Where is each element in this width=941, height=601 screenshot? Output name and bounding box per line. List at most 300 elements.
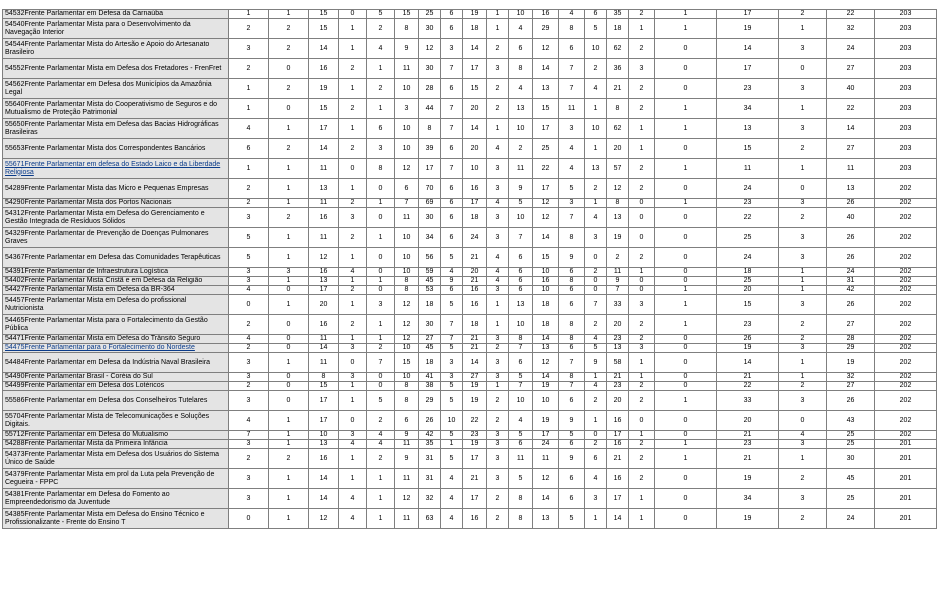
- count-cell: 62: [607, 119, 629, 139]
- total-cell: 202: [875, 286, 937, 295]
- count-cell: 20: [309, 295, 339, 315]
- frente-name-cell: [3, 373, 229, 382]
- count-cell: 4: [585, 79, 607, 99]
- count-cell: 8: [559, 19, 585, 39]
- count-cell: 13: [607, 344, 629, 353]
- total-cell: 203: [875, 19, 937, 39]
- table-row: [3, 449, 937, 469]
- count-cell: 3: [779, 344, 827, 353]
- count-cell: 12: [309, 509, 339, 529]
- total-cell: 202: [875, 228, 937, 248]
- count-cell: 0: [655, 208, 717, 228]
- frente-name-cell: [3, 391, 229, 411]
- count-cell: 18: [463, 19, 487, 39]
- count-cell: 1: [339, 277, 367, 286]
- count-cell: 13: [533, 509, 559, 529]
- total-cell: 203: [875, 139, 937, 159]
- count-cell: 0: [367, 373, 395, 382]
- total-cell: 202: [875, 277, 937, 286]
- count-cell: 40: [827, 208, 875, 228]
- count-cell: 12: [533, 39, 559, 59]
- count-cell: 0: [655, 39, 717, 59]
- count-cell: 0: [585, 248, 607, 268]
- count-cell: 3: [629, 59, 655, 79]
- count-cell: 4: [559, 10, 585, 19]
- count-cell: 26: [827, 295, 875, 315]
- count-cell: 42: [827, 286, 875, 295]
- count-cell: 5: [559, 509, 585, 529]
- count-cell: 5: [229, 248, 269, 268]
- count-cell: 26: [827, 228, 875, 248]
- count-cell: 13: [309, 440, 339, 449]
- table-row: [3, 391, 937, 411]
- count-cell: 16: [607, 411, 629, 431]
- count-cell: 0: [629, 277, 655, 286]
- count-cell: 10: [509, 391, 533, 411]
- count-cell: 0: [655, 353, 717, 373]
- frente-name-cell: [3, 295, 229, 315]
- table-row: [3, 248, 937, 268]
- count-cell: 30: [419, 59, 441, 79]
- count-cell: 6: [559, 295, 585, 315]
- frente-name: 54532Frente Parlamentar em Defesa da Carnaúba: [5, 10, 163, 17]
- count-cell: 17: [463, 449, 487, 469]
- count-cell: 1: [585, 199, 607, 208]
- frente-name-cell: [3, 489, 229, 509]
- count-cell: 6: [559, 489, 585, 509]
- count-cell: 17: [309, 119, 339, 139]
- count-cell: 25: [827, 431, 875, 440]
- count-cell: 2: [367, 19, 395, 39]
- count-cell: 22: [717, 382, 779, 391]
- total-cell: 202: [875, 344, 937, 353]
- count-cell: 4: [779, 431, 827, 440]
- count-cell: 2: [585, 268, 607, 277]
- count-cell: 10: [509, 119, 533, 139]
- count-cell: 18: [463, 315, 487, 335]
- count-cell: 3: [779, 79, 827, 99]
- count-cell: 4: [487, 139, 509, 159]
- count-cell: 17: [607, 431, 629, 440]
- table-row: [3, 411, 937, 431]
- total-cell: 202: [875, 391, 937, 411]
- count-cell: 0: [229, 509, 269, 529]
- count-cell: 11: [827, 159, 875, 179]
- count-cell: 62: [607, 39, 629, 59]
- count-cell: 1: [629, 119, 655, 139]
- frente-name[interactable]: 54475Frente Parlamentar para o Fortalecimento do Nordeste: [5, 344, 195, 351]
- count-cell: 36: [607, 59, 629, 79]
- count-cell: 2: [629, 382, 655, 391]
- count-cell: 1: [487, 295, 509, 315]
- count-cell: 25: [717, 228, 779, 248]
- frente-name-cell[interactable]: [3, 159, 229, 179]
- table-row: [3, 286, 937, 295]
- count-cell: 25: [717, 277, 779, 286]
- count-cell: 1: [655, 286, 717, 295]
- count-cell: 7: [441, 335, 463, 344]
- count-cell: 13: [533, 79, 559, 99]
- count-cell: 1: [269, 119, 309, 139]
- count-cell: 32: [827, 373, 875, 382]
- count-cell: 31: [827, 277, 875, 286]
- count-cell: 14: [607, 509, 629, 529]
- count-cell: 1: [367, 228, 395, 248]
- count-cell: 2: [487, 489, 509, 509]
- count-cell: 5: [441, 248, 463, 268]
- frente-name: 54381Frente Parlamentar em Defesa do Fomento ao Empreendedorismo da Juventude: [5, 490, 170, 506]
- count-cell: 8: [309, 373, 339, 382]
- count-cell: 2: [487, 99, 509, 119]
- count-cell: 14: [533, 228, 559, 248]
- count-cell: 2: [629, 39, 655, 59]
- count-cell: 15: [309, 19, 339, 39]
- count-cell: 3: [779, 391, 827, 411]
- count-cell: 14: [533, 373, 559, 382]
- frente-name: 54465Frente Parlamentar Mista para o Fortalecimento da Gestão Pública: [5, 316, 208, 332]
- count-cell: 12: [607, 179, 629, 199]
- count-cell: 7: [559, 353, 585, 373]
- count-cell: 12: [533, 469, 559, 489]
- count-cell: 3: [487, 469, 509, 489]
- count-cell: 2: [487, 344, 509, 353]
- count-cell: 20: [717, 286, 779, 295]
- frente-name: 54457Frente Parlamentar Mista em Defesa do profissional Nutricionista: [5, 296, 187, 312]
- count-cell: 10: [585, 119, 607, 139]
- count-cell: 18: [419, 295, 441, 315]
- count-cell: 6: [559, 268, 585, 277]
- count-cell: 3: [229, 39, 269, 59]
- count-cell: 8: [509, 59, 533, 79]
- count-cell: 0: [269, 344, 309, 353]
- total-cell: 203: [875, 10, 937, 19]
- count-cell: 8: [419, 119, 441, 139]
- count-cell: 2: [585, 315, 607, 335]
- total-cell: 203: [875, 39, 937, 59]
- count-cell: 1: [367, 99, 395, 119]
- count-cell: 13: [607, 208, 629, 228]
- count-cell: 6: [441, 19, 463, 39]
- count-cell: 5: [441, 382, 463, 391]
- count-cell: 1: [339, 382, 367, 391]
- count-cell: 1: [779, 353, 827, 373]
- count-cell: 2: [629, 335, 655, 344]
- frente-name: 54373Frente Parlamentar Mista em Defesa dos Usuários do Sistema Único de Saúde: [5, 450, 219, 466]
- count-cell: 4: [509, 411, 533, 431]
- count-cell: 0: [629, 199, 655, 208]
- frente-name-cell: [3, 248, 229, 268]
- count-cell: 1: [339, 248, 367, 268]
- frente-name: 54499Frente Parlamentar em Defesa dos Lotéricos: [5, 382, 165, 389]
- count-cell: 70: [419, 179, 441, 199]
- count-cell: 21: [463, 277, 487, 286]
- frente-name: 54427Frente Parlamentar Mista em Defesa da BR-364: [5, 286, 175, 293]
- count-cell: 3: [229, 391, 269, 411]
- count-cell: 38: [419, 382, 441, 391]
- count-cell: 14: [463, 39, 487, 59]
- frente-name-cell: [3, 19, 229, 39]
- count-cell: 29: [533, 19, 559, 39]
- count-cell: 1: [269, 10, 309, 19]
- count-cell: 9: [395, 39, 419, 59]
- total-cell: 202: [875, 295, 937, 315]
- total-cell: 201: [875, 509, 937, 529]
- count-cell: 1: [269, 277, 309, 286]
- count-cell: 2: [585, 179, 607, 199]
- count-cell: 33: [717, 391, 779, 411]
- count-cell: 3: [487, 431, 509, 440]
- count-cell: 44: [419, 99, 441, 119]
- count-cell: 6: [509, 268, 533, 277]
- count-cell: 26: [827, 199, 875, 208]
- table-row: [3, 99, 937, 119]
- count-cell: 0: [655, 268, 717, 277]
- count-cell: 1: [367, 59, 395, 79]
- count-cell: 1: [655, 440, 717, 449]
- count-cell: 9: [585, 353, 607, 373]
- count-cell: 7: [367, 353, 395, 373]
- count-cell: 13: [717, 119, 779, 139]
- count-cell: 14: [309, 39, 339, 59]
- count-cell: 8: [367, 159, 395, 179]
- count-cell: 10: [309, 431, 339, 440]
- count-cell: 21: [463, 248, 487, 268]
- count-cell: 2: [229, 344, 269, 353]
- frente-name-cell: [3, 335, 229, 344]
- count-cell: 6: [509, 353, 533, 373]
- count-cell: 10: [585, 39, 607, 59]
- frente-name-cell: [3, 449, 229, 469]
- frente-name-cell: [3, 431, 229, 440]
- count-cell: 3: [269, 268, 309, 277]
- count-cell: 0: [655, 228, 717, 248]
- count-cell: 5: [509, 373, 533, 382]
- frente-name: 54379Frente Parlamentar Mista em prol da Luta pela Prevenção de Cegueira - FPPC: [5, 470, 215, 486]
- total-cell: 202: [875, 268, 937, 277]
- count-cell: 7: [585, 295, 607, 315]
- count-cell: 6: [509, 286, 533, 295]
- count-cell: 4: [339, 440, 367, 449]
- count-cell: 16: [463, 286, 487, 295]
- count-cell: 5: [559, 431, 585, 440]
- count-cell: 6: [559, 39, 585, 59]
- frente-name-cell: [3, 79, 229, 99]
- count-cell: 27: [827, 315, 875, 335]
- count-cell: 23: [607, 335, 629, 344]
- count-cell: 4: [229, 286, 269, 295]
- count-cell: 1: [339, 19, 367, 39]
- count-cell: 1: [269, 159, 309, 179]
- count-cell: 16: [309, 315, 339, 335]
- count-cell: 5: [229, 228, 269, 248]
- count-cell: 4: [229, 411, 269, 431]
- count-cell: 0: [629, 411, 655, 431]
- table-row: [3, 382, 937, 391]
- total-cell: 201: [875, 489, 937, 509]
- total-cell: 202: [875, 315, 937, 335]
- count-cell: 10: [509, 10, 533, 19]
- count-cell: 24: [717, 248, 779, 268]
- count-cell: 4: [441, 509, 463, 529]
- count-cell: 27: [827, 139, 875, 159]
- count-cell: 8: [395, 391, 419, 411]
- count-cell: 1: [655, 19, 717, 39]
- count-cell: 21: [717, 449, 779, 469]
- count-cell: 16: [607, 440, 629, 449]
- count-cell: 1: [269, 431, 309, 440]
- count-cell: 42: [419, 431, 441, 440]
- count-cell: 2: [269, 19, 309, 39]
- total-cell: 203: [875, 99, 937, 119]
- frente-name-cell: [3, 59, 229, 79]
- frente-name-cell[interactable]: [3, 344, 229, 353]
- count-cell: 8: [395, 382, 419, 391]
- count-cell: 4: [339, 509, 367, 529]
- count-cell: 13: [509, 295, 533, 315]
- count-cell: 0: [269, 335, 309, 344]
- count-cell: 1: [229, 10, 269, 19]
- count-cell: 9: [607, 277, 629, 286]
- count-cell: 13: [533, 344, 559, 353]
- count-cell: 19: [717, 469, 779, 489]
- count-cell: 23: [717, 199, 779, 208]
- count-cell: 6: [441, 286, 463, 295]
- count-cell: 14: [309, 489, 339, 509]
- count-cell: 13: [827, 179, 875, 199]
- table-row: [3, 440, 937, 449]
- table-row: [3, 344, 937, 353]
- count-cell: 30: [419, 19, 441, 39]
- count-cell: 0: [629, 208, 655, 228]
- count-cell: 4: [585, 469, 607, 489]
- frente-name: 54490Frente Parlamentar Brasil - Coréia do Sul: [5, 373, 153, 380]
- count-cell: 1: [655, 99, 717, 119]
- count-cell: 0: [229, 295, 269, 315]
- count-cell: 24: [533, 440, 559, 449]
- count-cell: 21: [607, 449, 629, 469]
- count-cell: 1: [779, 159, 827, 179]
- count-cell: 5: [585, 19, 607, 39]
- count-cell: 3: [487, 286, 509, 295]
- total-cell: 202: [875, 431, 937, 440]
- count-cell: 23: [607, 382, 629, 391]
- count-cell: 6: [441, 228, 463, 248]
- count-cell: 1: [339, 391, 367, 411]
- count-cell: 1: [441, 440, 463, 449]
- total-cell: 201: [875, 449, 937, 469]
- count-cell: 17: [309, 286, 339, 295]
- count-cell: 9: [559, 449, 585, 469]
- count-cell: 16: [309, 208, 339, 228]
- frente-name-cell: [3, 440, 229, 449]
- count-cell: 1: [487, 119, 509, 139]
- count-cell: 0: [779, 179, 827, 199]
- count-cell: 2: [629, 469, 655, 489]
- count-cell: 0: [655, 139, 717, 159]
- count-cell: 15: [533, 99, 559, 119]
- frente-name: 54312Frente Parlamentar Mista em Defesa do Gerenciamento e Gestão Integrada de Resíduos Sólidos: [5, 209, 205, 225]
- count-cell: 22: [827, 99, 875, 119]
- count-cell: 0: [779, 59, 827, 79]
- count-cell: 16: [533, 277, 559, 286]
- count-cell: 1: [367, 315, 395, 335]
- count-cell: 26: [717, 335, 779, 344]
- count-cell: 8: [559, 315, 585, 335]
- frente-name: 55586Frente Parlamentar em Defesa dos Conselheiros Tutelares: [5, 396, 208, 404]
- table-row: [3, 179, 937, 199]
- count-cell: 1: [779, 449, 827, 469]
- count-cell: 3: [229, 208, 269, 228]
- count-cell: 2: [487, 79, 509, 99]
- count-cell: 12: [533, 353, 559, 373]
- count-cell: 4: [559, 139, 585, 159]
- count-cell: 20: [607, 139, 629, 159]
- count-cell: 2: [487, 411, 509, 431]
- frente-name-cell: [3, 99, 229, 119]
- count-cell: 3: [779, 440, 827, 449]
- count-cell: 11: [533, 449, 559, 469]
- table-row: [3, 431, 937, 440]
- count-cell: 4: [367, 440, 395, 449]
- count-cell: 11: [395, 509, 419, 529]
- count-cell: 22: [533, 159, 559, 179]
- count-cell: 1: [629, 353, 655, 373]
- count-cell: 8: [559, 277, 585, 286]
- count-cell: 18: [533, 295, 559, 315]
- count-cell: 17: [463, 489, 487, 509]
- count-cell: 1: [367, 199, 395, 208]
- count-cell: 2: [487, 509, 509, 529]
- count-cell: 4: [487, 199, 509, 208]
- count-cell: 0: [269, 315, 309, 335]
- table-row: [3, 139, 937, 159]
- count-cell: 27: [827, 59, 875, 79]
- count-cell: 7: [441, 315, 463, 335]
- frente-name: 54290Frente Parlamentar Mista dos Portos Nacionais: [5, 199, 172, 206]
- count-cell: 4: [585, 208, 607, 228]
- count-cell: 21: [717, 431, 779, 440]
- count-cell: 32: [827, 19, 875, 39]
- count-cell: 1: [367, 469, 395, 489]
- count-cell: 7: [395, 199, 419, 208]
- count-cell: 23: [717, 315, 779, 335]
- count-cell: 24: [827, 39, 875, 59]
- count-cell: 1: [269, 353, 309, 373]
- frente-name[interactable]: 55671Frente Parlamentar em defesa do Estado Laico e da Liberdade Religiosa: [5, 160, 221, 176]
- count-cell: 0: [339, 411, 367, 431]
- count-cell: 15: [309, 99, 339, 119]
- count-cell: 1: [487, 382, 509, 391]
- count-cell: 4: [367, 39, 395, 59]
- count-cell: 3: [487, 208, 509, 228]
- count-cell: 6: [441, 139, 463, 159]
- count-cell: 12: [309, 248, 339, 268]
- count-cell: 0: [655, 411, 717, 431]
- count-cell: 0: [655, 373, 717, 382]
- frente-name-cell: [3, 179, 229, 199]
- count-cell: 11: [607, 268, 629, 277]
- count-cell: 16: [463, 509, 487, 529]
- count-cell: 3: [487, 335, 509, 344]
- count-cell: 0: [585, 286, 607, 295]
- count-cell: 1: [269, 489, 309, 509]
- count-cell: 56: [419, 248, 441, 268]
- count-cell: 17: [607, 489, 629, 509]
- count-cell: 3: [395, 99, 419, 119]
- count-cell: 11: [309, 335, 339, 344]
- count-cell: 19: [827, 353, 875, 373]
- count-cell: 2: [779, 509, 827, 529]
